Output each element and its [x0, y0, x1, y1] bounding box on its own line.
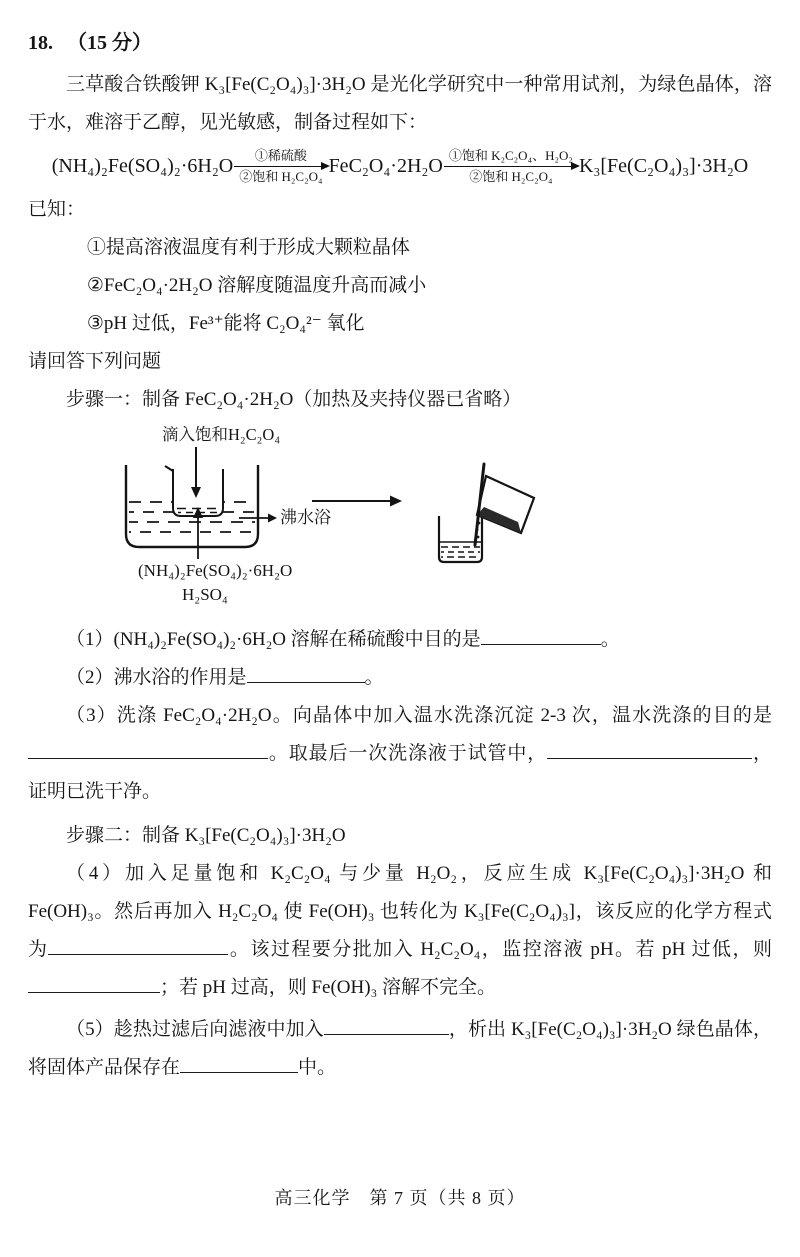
question-5-text: （5）趁热过滤后向滤液中加入: [66, 1019, 324, 1040]
arrow2-bottom-label: ②饱和 H₂C₂O₄: [469, 169, 553, 184]
arrow1-bottom-label: ②饱和 H₂C₂O₄: [239, 169, 323, 184]
answer-blank: [247, 663, 365, 683]
question-score: （15 分）: [67, 32, 152, 54]
question-5-mid: ，析出 K₃[Fe(C₂O₄)₃]·3H₂O 绿色晶体，将固体产品保存在: [28, 1019, 772, 1078]
answer-blank: [28, 739, 268, 759]
arrow1-top-label: ①稀硫酸: [254, 148, 307, 163]
question-4: [28, 855, 772, 1007]
question-3: [28, 697, 772, 811]
product-formula: K₃[Fe(C₂O₄)₃]·3H₂O: [578, 155, 749, 177]
decant-sketch: [439, 464, 534, 562]
drip-label: 滴入饱和H₂C₂O₄: [162, 425, 281, 444]
answer-blank: [48, 935, 228, 955]
question-1: [28, 621, 772, 659]
sulfuric-acid-label: H₂SO₄: [182, 585, 228, 604]
question-4-end: ；若 pH 过高，则 Fe(OH)₃ 溶解不完全。: [160, 977, 496, 998]
reactant-formula: (NH₄)₂Fe(SO₄)₂·6H₂O: [51, 155, 234, 177]
apparatus-svg: [28, 425, 772, 611]
intro-paragraph: 三草酸合铁酸钾 K₃[Fe(C₂O₄)₃]·3H₂O 是光化学研究中一种常用试剂，为绿色晶体，溶于水，难溶于乙醇，见光敏感，制备过程如下：: [28, 74, 772, 133]
question-number: 18.: [28, 32, 53, 54]
intermediate-formula: FeC₂O₄·2H₂O: [328, 155, 443, 177]
known-item-2: ②FeC₂O₄·2H₂O 溶解度随温度升高而减小: [86, 275, 427, 296]
apparatus-diagram: [28, 425, 772, 611]
known-item-3: ③pH 过低，Fe³⁺能将 C₂O₄²⁻ 氧化: [86, 313, 365, 334]
known-item-1: ①提高溶液温度有利于形成大颗粒晶体: [86, 237, 410, 258]
page-footer: 高三化学 第 7 页（共 8 页）: [274, 1188, 526, 1208]
arrow1-shaft-icon: [234, 166, 327, 167]
question-4-mid: 。该过程要分批加入 H₂C₂O₄，监控溶液 pH。若 pH 过低，则: [228, 939, 772, 960]
answer-prompt: 请回答下列问题: [28, 351, 162, 372]
question-1-end: 。: [600, 629, 620, 650]
arrow2-shaft-icon: [444, 166, 578, 167]
arrow2-top-label: ①饱和 K₂C₂O₄、H₂O₂: [448, 148, 573, 163]
answer-blank: [28, 973, 160, 993]
answer-blank: [324, 1015, 449, 1035]
question-5: [28, 1011, 772, 1087]
boiling-water-bath-label: 沸水浴: [280, 508, 331, 527]
reaction-scheme: [28, 148, 772, 185]
answer-blank: [180, 1053, 298, 1073]
reagent-arrow-icon: [193, 507, 203, 559]
answer-blank: [481, 625, 601, 645]
ferrous-salt-label: (NH₄)₂Fe(SO₄)₂·6H₂O: [138, 561, 293, 580]
question-5-end: 中。: [298, 1057, 337, 1078]
reaction-arrow-2: [444, 148, 578, 185]
question-3-end: ，证明已洗干净。: [28, 743, 772, 802]
question-1-text: （1）(NH₄)₂Fe(SO₄)₂·6H₂O 溶解在稀硫酸中目的是: [66, 629, 481, 650]
question-3-mid: 。取最后一次洗涤液于试管中，: [268, 743, 548, 764]
question-2-end: 。: [364, 667, 384, 688]
answer-blank: [547, 739, 752, 759]
transfer-arrow-icon: [312, 496, 402, 507]
reaction-arrow-1: [234, 148, 327, 185]
question-2: [28, 659, 772, 697]
poured-liquid: [477, 507, 521, 533]
known-label: 已知：: [28, 199, 86, 220]
step1-title: 步骤一：制备 FeC₂O₄·2H₂O（加热及夹持仪器已省略）: [66, 389, 522, 410]
question-2-text: （2）沸水浴的作用是: [66, 667, 247, 688]
step2-title: 步骤二：制备 K₃[Fe(C₂O₄)₃]·3H₂O: [66, 825, 346, 846]
question-3-text: （3）洗涤 FeC₂O₄·2H₂O。向晶体中加入温水洗涤沉淀 2-3 次，温水洗涤的目的是: [66, 705, 772, 726]
question-4-text: （4）加入足量饱和 K₂C₂O₄ 与少量 H₂O₂，反应生成 K₃[Fe(C₂O₄)₃]·3H₂O 和 Fe(OH)₃。然后再加入 H₂C₂O₄ 使 Fe(OH)₃ 也转化为 K₃[Fe(C₂O₄)₃]，该反应的化学方程式为: [28, 863, 772, 960]
question-header: [28, 26, 772, 60]
